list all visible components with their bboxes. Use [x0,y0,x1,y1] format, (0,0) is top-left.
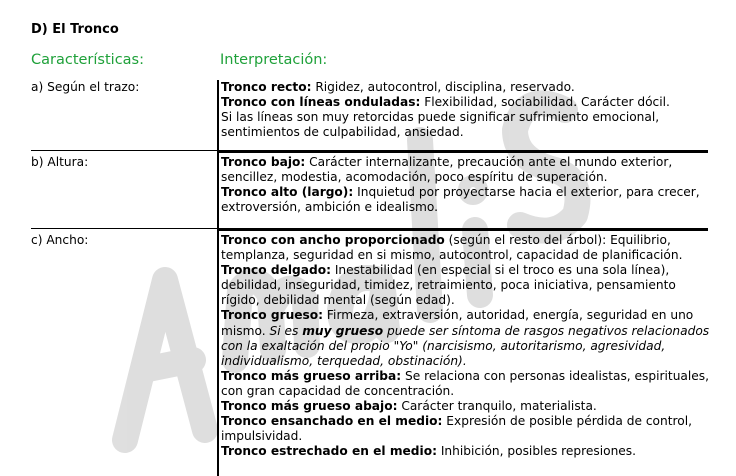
term: Tronco con ancho proporcionado [221,233,445,247]
term: Tronco estrechado en el medio: [221,444,437,459]
description: Carácter internalizante, precaución ante el mundo exterior, sencillez, modestia, acomodación, poco espíritu de superación. [221,155,673,185]
description: Carácter tranquilo, materialista. [397,399,597,414]
row-divider-thick [217,229,708,231]
column-divider [217,80,219,476]
description: Expresión de posible pérdida de control, impulsividad. [221,414,692,444]
description: Si las líneas son muy retorcidas puede significar sufrimiento emocional, sentimientos de culpabilidad, ansiedad. [221,110,660,140]
italic-note: puede ser síntoma de rasgos negativos relacionados con la exaltación del propio "Yo" (narcisismo, autoritarismo, agresividad, individualismo, terquedad, obstinación). [221,323,710,368]
term: Tronco grueso: [221,308,324,323]
characteristics-header: Características: [31,52,144,68]
description: Inhibición, posibles represiones. [436,444,637,459]
description: Inquietud por proyectarse hacia el exterior, para crecer, extroversión, ambición e idealismo. [221,185,700,215]
description: Rigidez, autocontrol, disciplina, reservado. [311,80,575,94]
term: Tronco recto: [221,80,312,94]
italic-emphasis: muy grueso [302,323,384,338]
row-label: a) Según el trazo: [31,80,140,94]
interpretation-header: Interpretación: [220,52,328,68]
row-divider-thick [217,151,708,153]
term: Tronco más grueso arriba: [221,368,402,383]
row-label: c) Ancho: [31,233,89,247]
term: Tronco ensanchado en el medio: [221,414,443,429]
row-label: b) Altura: [31,155,89,169]
description: (según el resto del árbol): Equilibrio, templanza, seguridad en si mismo, autocontrol, capacidad de planificación. [221,233,683,263]
term: Tronco alto (largo): [221,185,354,200]
description: Se relaciona con personas idealistas, espirituales, con gran capacidad de concentración. [221,368,710,398]
row-interpretation [221,80,713,140]
description: Inestabilidad (en especial si el troco es una sola línea), debilidad, inseguridad, timidez, retraimiento, poca iniciativa, pensamiento rígido, debilidad mental (según edad). [221,263,676,308]
section-title: D) El Tronco [31,22,119,37]
term: Tronco bajo: [221,155,306,169]
row-interpretation [221,233,713,459]
description: Flexibilidad, sociabilidad. Carácter dócil. [420,95,670,110]
term: Tronco delgado: [221,263,331,278]
term: Tronco con líneas onduladas: [221,95,421,110]
row-interpretation [221,155,713,215]
italic-note: Si es [269,323,303,338]
term: Tronco más grueso abajo: [221,399,398,414]
description: Firmeza, extraversión, autoridad, energía, seguridad en uno mismo. [221,308,694,338]
